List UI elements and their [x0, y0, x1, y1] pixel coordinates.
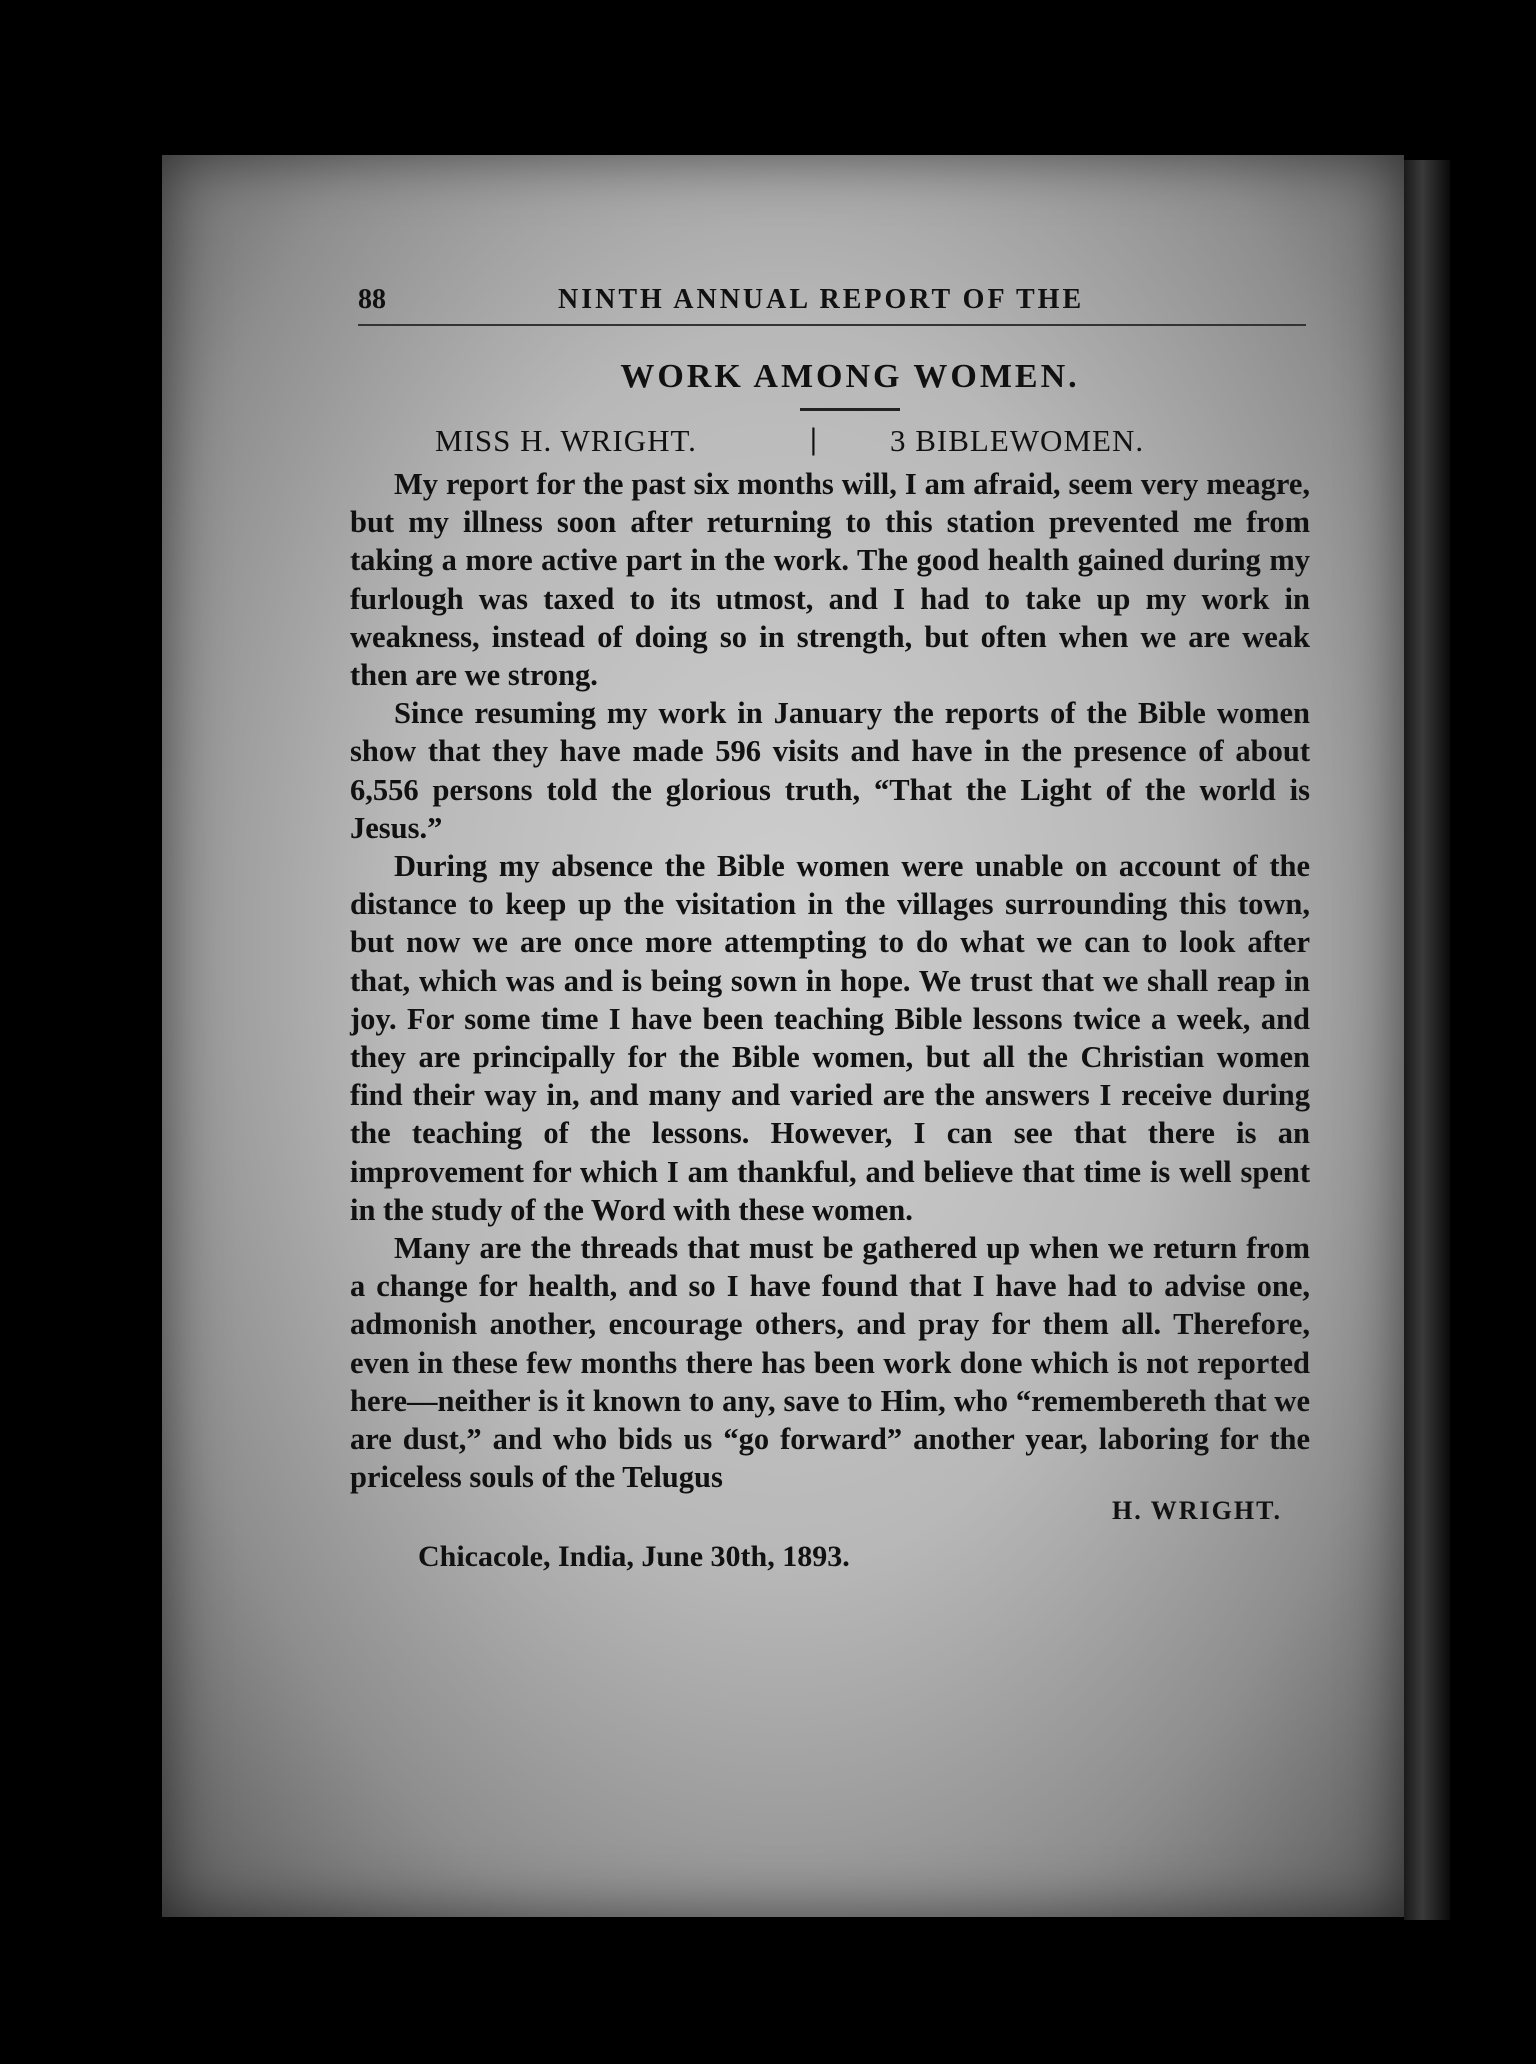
signature: H. WRIGHT. [1111, 1496, 1282, 1526]
running-head [358, 280, 1306, 326]
byline-author: MISS H. WRIGHT. [435, 423, 697, 458]
byline [350, 419, 1310, 465]
byline-separator: | [810, 421, 817, 456]
dateline: Chicacole, India, June 30th, 1893. [418, 1540, 850, 1574]
paragraph: Since resuming my work in January the reports of the Bible women show that they have made 596 visits and have in the presence of about 6,556 persons told the glorious truth, “That the Light of the world is Jesus.” [350, 696, 1310, 845]
paragraph: During my absence the Bible women were unable on account of the distance to keep up the visitation in the villages surrounding this town, but now we are once more attempting to do what we can to look after that, which was and is being sown in hope. We trust that we shall reap in joy. For some time I have been teaching Bible lessons twice a week, and they are principally for the Bible women, but all the Christian women find their way in, and many and varied are the answers I receive during the teaching of the lessons. However, I can see that there is an improvement for which I am thankful, and believe that time is well spent in the study of the Word with these women. [350, 849, 1310, 1227]
paragraph: My report for the past six months will, I am afraid, seem very meagre, but my illness soon after returning to this station prevented me from taking a more active part in the work. The good health gained during my furlough was taxed to its utmost, and I had to take up my work in weakness, instead of doing so in strength, but often when we are weak then are we strong. [350, 467, 1310, 693]
paragraph: Many are the threads that must be gathered up when we return from a change for health, and so I have found that I have had to advise one, admonish another, encourage others, and pray for them all. Therefore, even in these few months there has been work done which is not reported here—neither is it known to any, save to Him, who “remembereth that we are dust,” and who bids us “go forward” another year, laboring for the priceless souls of the Telugus [350, 1231, 1310, 1495]
page-content [350, 280, 1310, 1574]
byline-staff: 3 BIBLEWOMEN. [890, 423, 1145, 458]
section-title: WORK AMONG WOMEN. [620, 358, 1080, 395]
running-title: NINTH ANNUAL REPORT OF THE [558, 284, 1085, 315]
page-edge [1404, 160, 1450, 1920]
page-number: 88 [358, 284, 386, 315]
title-rule [800, 408, 900, 411]
